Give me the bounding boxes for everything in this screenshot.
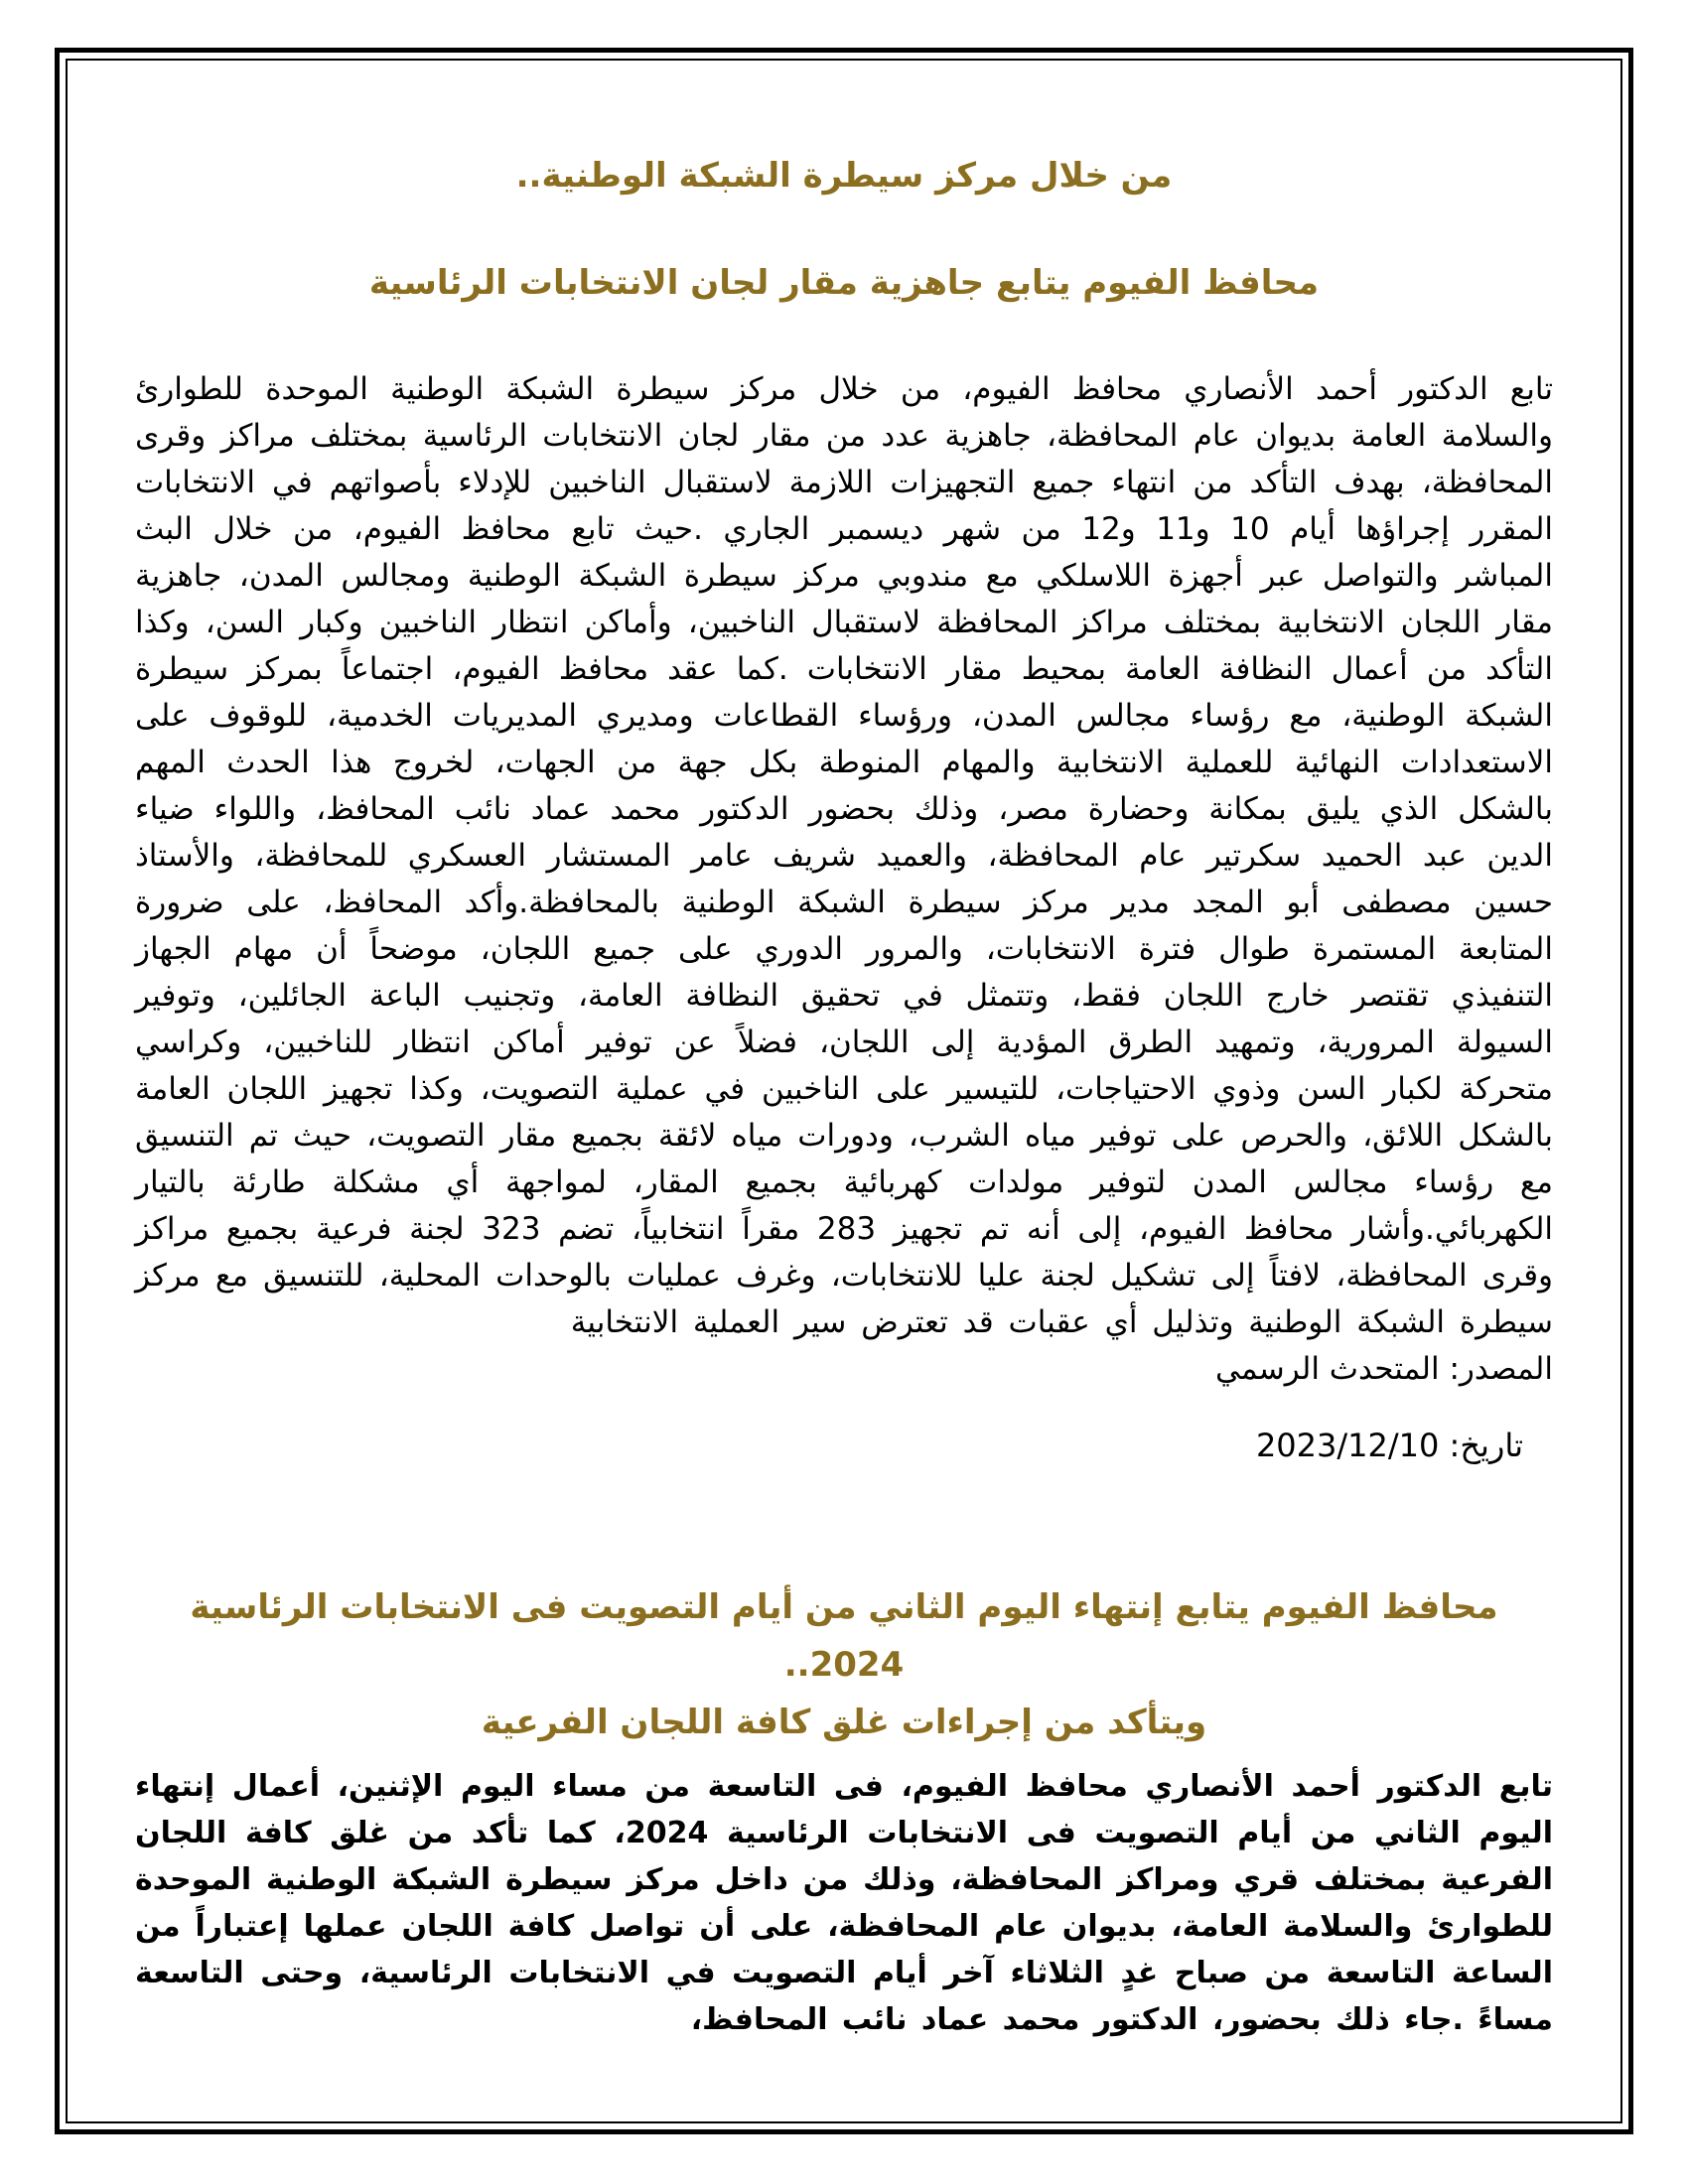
page-border-outer	[55, 48, 1633, 2134]
page-content	[68, 61, 1620, 2043]
article2-body-paragraph: تابع الدكتور أحمد الأنصاري محافظ الفيوم، فى التاسعة من مساء اليوم الإثنين، أعمال إنتهاء اليوم الثاني من أيام التصويت فى الانتخابات الرئاسية 2024، كما تأكد من غلق كافة اللجان الفرعية بمختلف قري ومراكز المحافظة، وذلك من داخل مركز سيطرة الشبكة الوطنية الموحدة للطوارئ والسلامة العامة، بديوان عام المحافظة، على أن تواصل كافة اللجان عملها إعتباراً من الساعة التاسعة من صباح غدٍ الثلاثاء آخر أيام التصويت في الانتخابات الرئاسية، وحتى التاسعة مساءً .جاء ذلك بحضور، الدكتور محمد عماد نائب المحافظ،	[135, 1769, 1554, 2037]
article1-source-line: المصدر: المتحدث الرسمي	[1215, 1351, 1553, 1387]
article1-body-paragraph: تابع الدكتور أحمد الأنصاري محافظ الفيوم، من خلال مركز سيطرة الشبكة الوطنية الموحدة للطوارئ والسلامة العامة بديوان عام المحافظة، جاهزية عدد من مقار لجان الانتخابات الرئاسية بمختلف مراكز وقرى المحافظة، بهدف التأكد من انتهاء جميع التجهيزات اللازمة لاستقبال الناخبين للإدلاء بأصواتهم في الانتخابات المقرر إجراؤها أيام 10 و11 و12 من شهر ديسمبر الجاري .حيث تابع محافظ الفيوم، من خلال البث المباشر والتواصل عبر أجهزة اللاسلكي مع مندوبي مركز سيطرة الشبكة الوطنية ومجالس المدن، جاهزية مقار اللجان الانتخابية بمختلف مراكز المحافظة لاستقبال الناخبين، وأماكن انتظار الناخبين وكبار السن، وكذا التأكد من أعمال النظافة العامة بمحيط مقار الانتخابات .كما عقد محافظ الفيوم، اجتماعاً بمركز سيطرة الشبكة الوطنية، مع رؤساء مجالس المدن، ورؤساء القطاعات ومديري المديريات الخدمية، للوقوف على الاستعدادات النهائية للعملية الانتخابية والمهام المنوطة بكل جهة من الجهات، لخروج هذا الحدث المهم بالشكل الذي يليق بمكانة وحضارة مصر، وذلك بحضور الدكتور محمد عماد نائب المحافظ، واللواء ضياء الدين عبد الحميد سكرتير عام المحافظة، والعميد شريف عامر المستشار العسكري للمحافظة، والأستاذ حسين مصطفى أبو المجد مدير مركز سيطرة الشبكة الوطنية بالمحافظة.وأكد المحافظ، على ضرورة المتابعة المستمرة طوال فترة الانتخابات، والمرور الدوري على جميع اللجان، موضحاً أن مهام الجهاز التنفيذي تقتصر خارج اللجان فقط، وتتمثل في تحقيق النظافة العامة، وتجنيب الباعة الجائلين، وتوفير السيولة المرورية، وتمهيد الطرق المؤدية إلى اللجان، فضلاً عن توفير أماكن انتظار للناخبين، وكراسي متحركة لكبار السن وذوي الاحتياجات، للتيسير على الناخبين في عملية التصويت، وكذا تجهيز اللجان العامة بالشكل اللائق، والحرص على توفير مياه الشرب، ودورات مياه لائقة بجميع مقار التصويت، حيث تم التنسيق مع رؤساء مجالس المدن لتوفير مولدات كهربائية بجميع المقار، لمواجهة أي مشكلة طارئة بالتيار الكهربائي.وأشار محافظ الفيوم، إلى أنه تم تجهيز 283 مقراً انتخابياً، تضم 323 لجنة فرعية بجميع مراكز وقرى المحافظة، لافتاً إلى تشكيل لجنة عليا للانتخابات، وغرف عمليات بالوحدات المحلية، للتنسيق مع مركز سيطرة الشبكة الوطنية وتذليل أي عقبات قد تعترض سير العملية الانتخابية	[135, 371, 1553, 1340]
article1-main-title: محافظ الفيوم يتابع جاهزية مقار لجان الانتخابات الرئاسية	[368, 263, 1320, 303]
article2-title-line3: ويتأكد من إجراءات غلق كافة اللجان الفرعية	[481, 1703, 1207, 1742]
article1-date-line: تاريخ: 2023/12/10	[1255, 1427, 1523, 1464]
article2-title-line2: 2024..	[783, 1645, 905, 1685]
article1-kicker-title: من خلال مركز سيطرة الشبكة الوطنية..	[515, 156, 1173, 196]
article2-title-block	[135, 1578, 1553, 1751]
article2-title-line1: محافظ الفيوم يتابع إنتهاء اليوم الثاني من أيام التصويت فى الانتخابات الرئاسية	[190, 1587, 1498, 1627]
page-border-inner	[66, 59, 1622, 2123]
